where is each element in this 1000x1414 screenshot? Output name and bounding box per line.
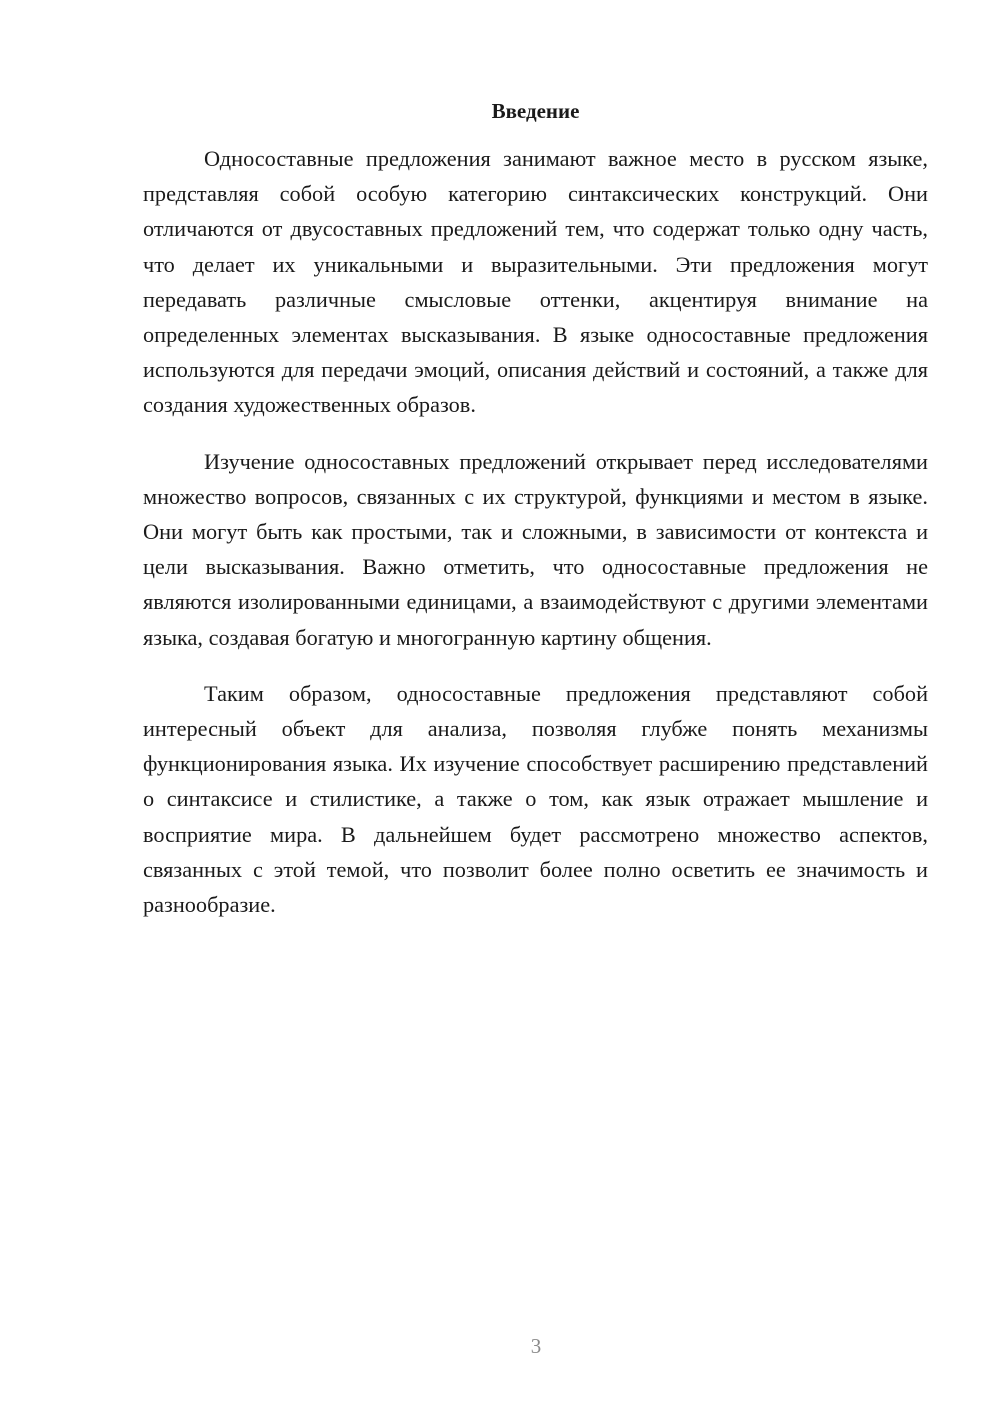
- paragraph-1: Односоставные предложения занимают важное место в русском языке, представляя собой особую категорию синтаксических конструкций. Они отличаются от двусоставных предложений тем, что содержат только одну часть, что делает их уникальными и выразительными. Эти предложения могут передавать различные смысловые оттенки, акцентируя внимание на определенных элементах высказывания. В языке односоставные предложения используются для передачи эмоций, описания действий и состояний, а также для создания художественных образов.: [143, 146, 928, 418]
- paragraph-3: Таким образом, односоставные предложения представляют собой интересный объект для анализа, позволяя глубже понять механизмы функционирования языка. Их изучение способствует расширению представлений о синтаксисе и стилистике, а также о том, как язык отражает мышление и восприятие мира. В дальнейшем будет рассмотрено множество аспектов, связанных с этой темой, что позволит более полно осветить ее значимость и разнообразие.: [143, 680, 928, 918]
- paragraph-2: Изучение односоставных предложений открывает перед исследователями множество вопросов, связанных с их структурой, функциями и местом в языке. Они могут быть как простыми, так и сложными, в зависимости от контекста и цели высказывания. Важно отметить, что односоставные предложения не являются изолированными единицами, а взаимодействуют с другими элементами языка, создавая богатую и многогранную картину общения.: [143, 448, 928, 650]
- page-content: [143, 95, 928, 922]
- page-number: 3: [530, 1334, 542, 1358]
- section-title: Введение: [491, 99, 580, 123]
